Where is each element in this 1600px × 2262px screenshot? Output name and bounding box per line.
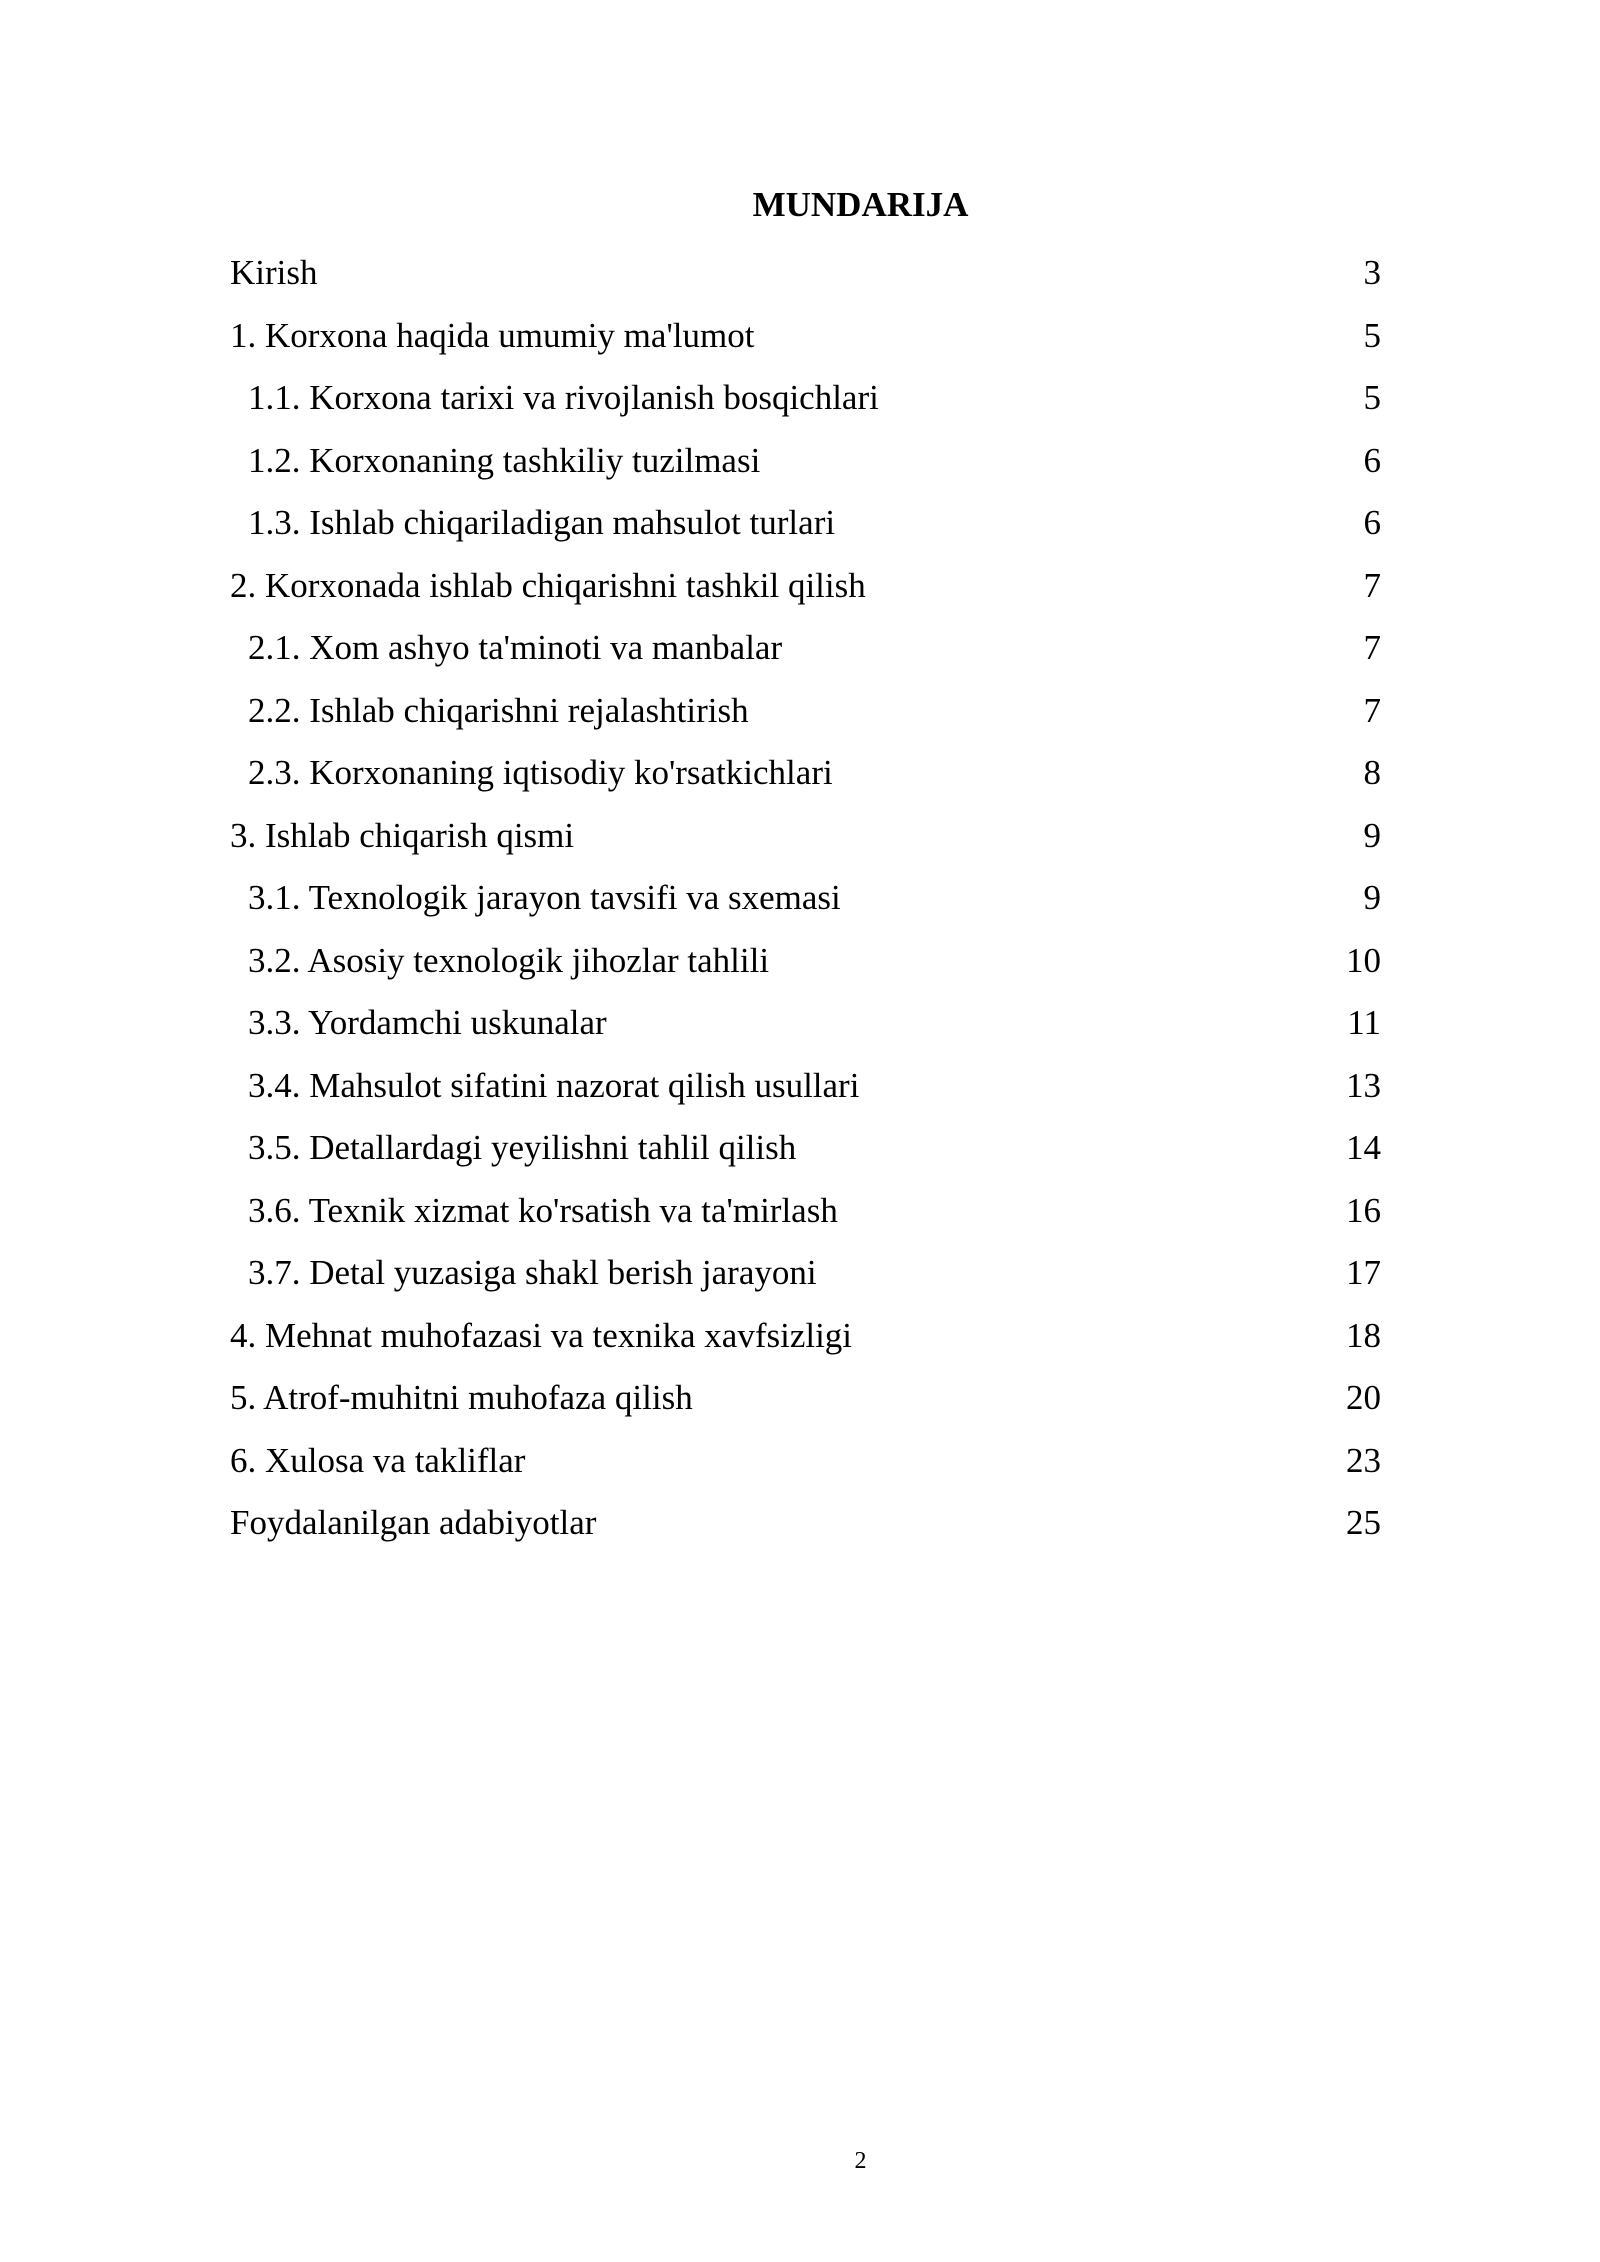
table-of-contents <box>230 248 1381 1561</box>
toc-entry-page: 6 <box>1363 440 1381 480</box>
toc-entry-page: 16 <box>1346 1190 1381 1230</box>
toc-entry-page: 23 <box>1346 1440 1381 1480</box>
toc-entry <box>230 1373 1381 1436</box>
toc-entry-label: 3.6. Texnik xizmat ko'rsatish va ta'mirlash <box>248 1190 838 1230</box>
toc-entry-label: 3.1. Texnologik jarayon tavsifi va sxemasi <box>248 878 841 917</box>
toc-subentry <box>230 998 1381 1061</box>
toc-subentry <box>230 1123 1381 1186</box>
toc-subentry <box>230 373 1381 436</box>
toc-entry-page: 10 <box>1346 940 1381 980</box>
toc-subentry <box>230 436 1381 499</box>
toc-entry-label: 5. Atrof-muhitni muhofaza qilish <box>230 1378 693 1417</box>
toc-entry <box>230 1311 1381 1374</box>
toc-entry-page: 11 <box>1347 1003 1381 1042</box>
toc-entry-label: 2.1. Xom ashyo ta'minoti va manbalar <box>248 628 783 667</box>
page-number: 2 <box>854 2148 867 2174</box>
toc-entry-page: 5 <box>1363 315 1381 355</box>
toc-entry-page: 14 <box>1346 1128 1381 1167</box>
toc-entry-page: 8 <box>1363 753 1381 792</box>
toc-entry-label: 1.1. Korxona tarixi va rivojlanish bosqichlari <box>248 378 879 417</box>
toc-subentry <box>230 686 1381 749</box>
toc-subentry <box>230 936 1381 999</box>
toc-subentry <box>230 1061 1381 1124</box>
toc-entry-label: 1.2. Korxonaning tashkiliy tuzilmasi <box>248 440 761 480</box>
toc-entry-label: 3.4. Mahsulot sifatini nazorat qilish usullari <box>248 1065 860 1105</box>
toc-entry-page: 18 <box>1346 1315 1381 1355</box>
toc-entry-label: 4. Mehnat muhofazasi va texnika xavfsizligi <box>230 1315 853 1355</box>
toc-entry-label: 1. Korxona haqida umumiy ma'lumot <box>230 315 755 355</box>
toc-entry-page: 7 <box>1363 690 1381 730</box>
toc-subentry <box>230 498 1381 561</box>
toc-entry-page: 3 <box>1363 253 1381 292</box>
toc-entry-label: Kirish <box>230 253 318 292</box>
toc-entry-page: 7 <box>1363 565 1381 605</box>
toc-entry <box>230 561 1381 624</box>
toc-entry-label: 3.2. Asosiy texnologik jihozlar tahlili <box>248 940 770 980</box>
toc-entry <box>230 311 1381 374</box>
toc-entry-page: 9 <box>1363 815 1381 855</box>
toc-entry-page: 6 <box>1363 503 1381 542</box>
toc-entry <box>230 248 1381 311</box>
page-title: MUNDARIJA <box>752 185 969 224</box>
toc-entry-label: 6. Xulosa va takliflar <box>230 1440 526 1480</box>
toc-subentry <box>230 623 1381 686</box>
toc-subentry <box>230 1186 1381 1249</box>
toc-entry-label: 3.7. Detal yuzasiga shakl berish jarayoni <box>248 1253 817 1292</box>
toc-entry-label: 2. Korxonada ishlab chiqarishni tashkil qilish <box>230 565 866 605</box>
toc-entry-page: 7 <box>1363 628 1381 667</box>
toc-entry <box>230 1498 1381 1561</box>
toc-entry-label: 3.3. Yordamchi uskunalar <box>248 1003 607 1042</box>
toc-subentry <box>230 748 1381 811</box>
toc-entry-label: 3. Ishlab chiqarish qismi <box>230 815 575 855</box>
toc-entry-page: 20 <box>1346 1378 1381 1417</box>
toc-entry-label: 1.3. Ishlab chiqariladigan mahsulot turlari <box>248 503 836 542</box>
toc-entry-label: 2.3. Korxonaning iqtisodiy ko'rsatkichlari <box>248 753 833 792</box>
toc-entry <box>230 811 1381 874</box>
toc-subentry <box>230 873 1381 936</box>
toc-entry-label: Foydalanilgan adabiyotlar <box>230 1503 597 1542</box>
toc-entry-page: 5 <box>1363 378 1381 417</box>
toc-entry <box>230 1436 1381 1499</box>
toc-entry-page: 25 <box>1346 1503 1381 1542</box>
toc-entry-label: 3.5. Detallardagi yeyilishni tahlil qilish <box>248 1128 797 1167</box>
toc-entry-page: 9 <box>1363 878 1381 917</box>
toc-entry-label: 2.2. Ishlab chiqarishni rejalashtirish <box>248 690 749 730</box>
toc-subentry <box>230 1248 1381 1311</box>
toc-entry-page: 17 <box>1346 1253 1381 1292</box>
toc-entry-page: 13 <box>1346 1065 1381 1105</box>
